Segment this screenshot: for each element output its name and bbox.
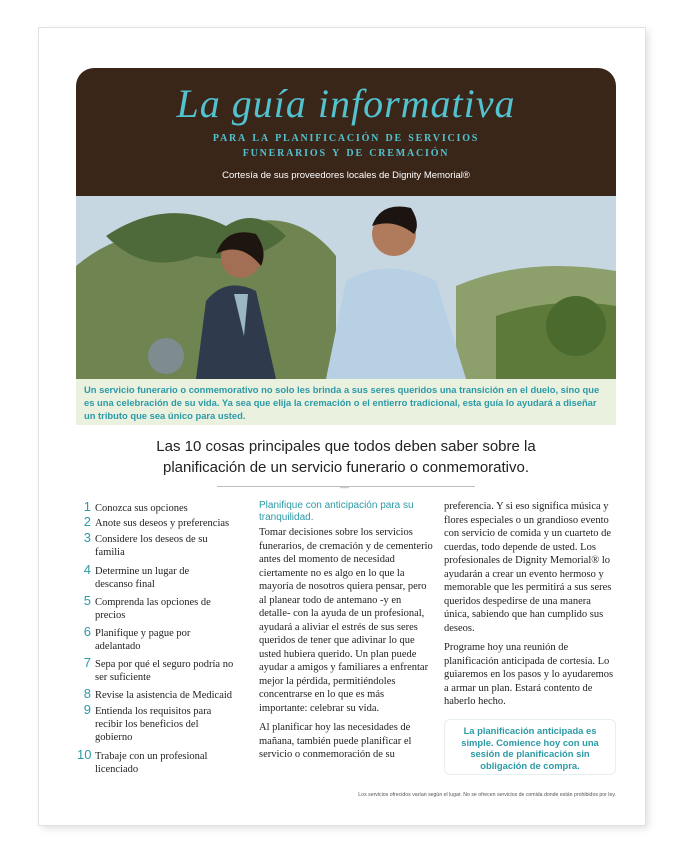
- list-text: Determine un lugar de descanso final: [95, 566, 190, 590]
- header-banner: [76, 68, 616, 196]
- column-heading: Planifique con anticipación para su tranquilidad.: [259, 500, 414, 523]
- list-number: 2: [83, 514, 91, 529]
- list-item: [77, 499, 252, 517]
- hero-photo: [76, 196, 616, 379]
- hero-photo-illustration: [76, 196, 616, 379]
- subtitle-line-1: para la planificación de servicios: [212, 130, 480, 145]
- column-preference: [444, 500, 616, 715]
- list-item: [77, 702, 225, 750]
- top-ten-list: [77, 499, 252, 780]
- list-item: [77, 530, 215, 565]
- headline-line-2: planificación de un servicio funerario o conmemorativo.: [162, 459, 530, 476]
- column-paragraph: Tomar decisiones sobre los servicios funerarios, de cremación y de cementerio antes del momento de necesidad ciertamente no es algo en lo que la mayoría de nosotros quiera pensar, pero al planear todo de antemano -y en detalle- con la ayuda de un profesional, ayudará a aliviar el estrés de sus seres queridos de tener que adivinar lo que usted hubiera querido. Un plan puede ayudar a amigos y familiares a enfrentar mejor la pérdida, permitiéndoles concentrarse en lo que es más importante: celebrar su vida.: [259, 527, 433, 714]
- list-text: Considere los deseos de su familia: [95, 534, 208, 558]
- list-text: Entienda los requisitos para recibir los beneficios del gobierno: [95, 706, 212, 743]
- list-text: Comprenda las opciones de precios: [95, 597, 211, 621]
- brochure-page: [38, 27, 646, 826]
- list-item: [77, 686, 252, 705]
- list-number: 10: [77, 747, 92, 762]
- list-item: [77, 514, 252, 533]
- list-number: 5: [83, 593, 91, 608]
- list-number: 6: [83, 624, 91, 639]
- courtesy-line: Cortesía de sus proveedores locales de Dignity Memorial®: [222, 170, 470, 181]
- list-item: [77, 624, 220, 658]
- brochure-subtitle: [76, 130, 616, 160]
- photo-caption: Un servicio funerario o conmemorativo no solo les brinda a sus seres queridos una transición en el duelo, sino que es una celebración de su vida. Ya sea que elija la cremación o el entierro tradicional, esta guía lo ayudará a diseñar un tributo que sea único para usted.: [76, 379, 616, 425]
- main-headline: [76, 436, 616, 478]
- list-text: Revise la asistencia de Medicaid: [95, 690, 233, 701]
- list-number: 3: [83, 530, 91, 545]
- cta-callout: La planificación anticipada es simple. Comience hoy con una sesión de planificación sin obligación de compra.: [444, 719, 616, 775]
- brochure-title: La guía informativa: [176, 81, 516, 126]
- list-number: 4: [83, 562, 91, 577]
- list-item: [77, 747, 235, 780]
- headline-line-1: Las 10 cosas principales que todos deben saber sobre la: [156, 438, 536, 455]
- column-paragraph: Al planificar hoy las necesidades de mañana, también puede planificar el servicio o conmemoración de su: [259, 722, 412, 760]
- list-number: 9: [83, 702, 91, 717]
- list-text: Sepa por qué el seguro podría no ser suficiente: [95, 659, 234, 683]
- column-paragraph: preferencia. Y si eso significa música y flores especiales o un grandioso evento con servicio de comida y un cuarteto de cuerdas, todo depende de usted. Los profesionales de Dignity Memorial® lo ayudarán a crear un evento hermoso y memorable que les permitirá a sus seres queridos despedirse de una manera única, sabiendo que han cumplido sus deseos.: [444, 501, 612, 634]
- column-paragraph: Programe hoy una reunión de planificación anticipada de cortesía. Lo guiaremos en los pasos y lo ayudaremos a armar un plan. Estará contento de haberlo hecho.: [444, 642, 614, 707]
- list-item: [77, 562, 215, 596]
- list-number: 7: [83, 655, 91, 670]
- list-text: Anote sus deseos y preferencias: [95, 518, 230, 529]
- column-plan-ahead: [259, 500, 434, 768]
- list-number: 8: [83, 686, 91, 701]
- list-text: Planifique y pague por adelantado: [95, 628, 191, 652]
- list-item: [77, 655, 245, 689]
- list-text: Trabaje con un profesional licenciado: [95, 751, 208, 775]
- footnote: Los servicios ofrecidos varían según el lugar. No se ofrecen servicios de comida donde están prohibidos por ley.: [358, 792, 616, 798]
- divider-ornament: —: [340, 482, 349, 492]
- subtitle-line-2: funerarios y de cremación: [242, 145, 450, 160]
- list-item: [77, 593, 220, 627]
- list-text: Conozca sus opciones: [95, 503, 188, 514]
- list-number: 1: [83, 499, 91, 514]
